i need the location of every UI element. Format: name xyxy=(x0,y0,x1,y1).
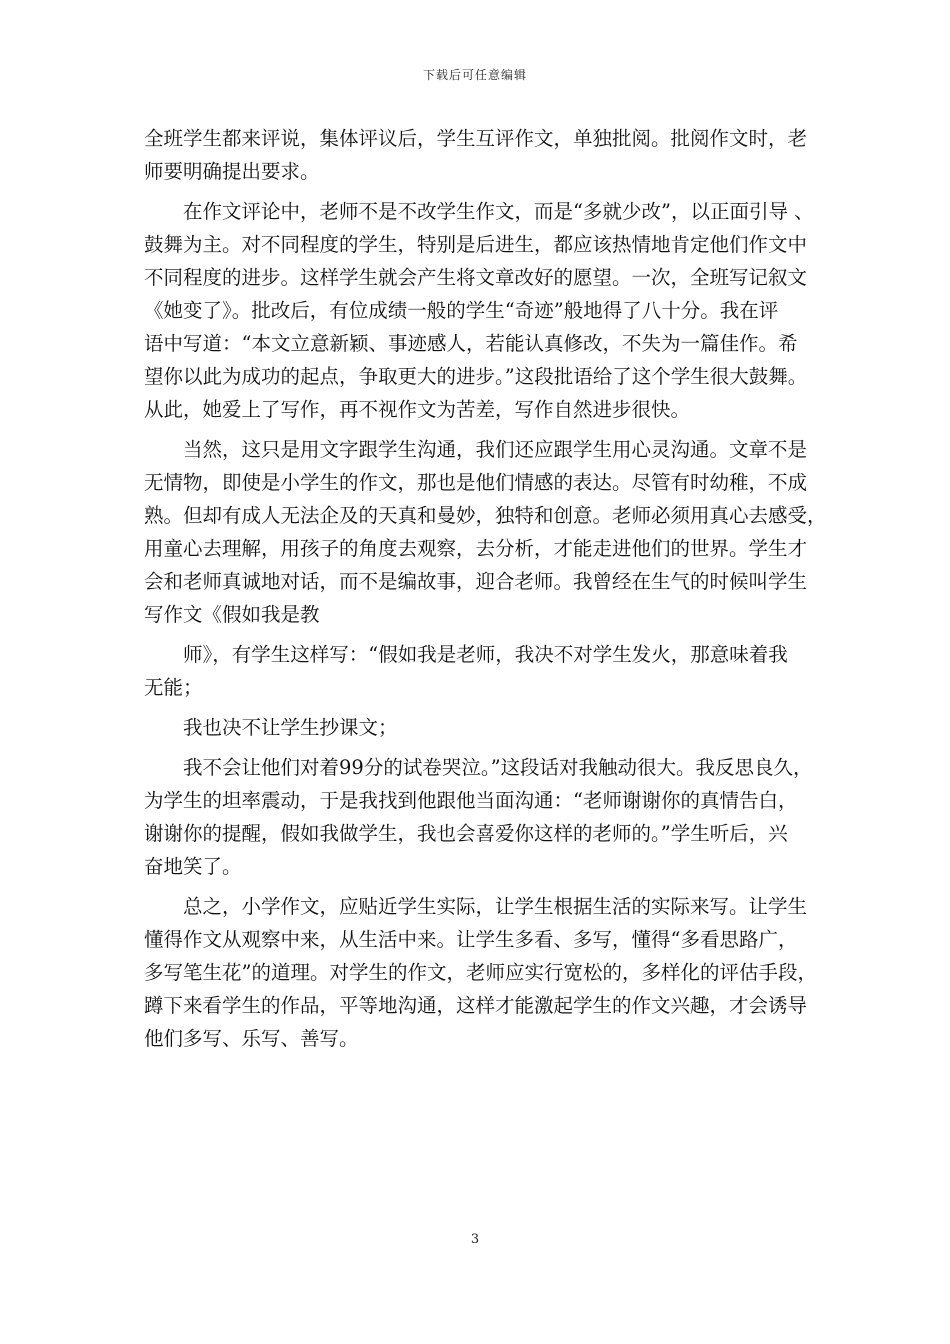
paragraph xyxy=(144,751,813,883)
paragraph xyxy=(144,195,814,426)
text-line: 他们多写、乐写、善写。 xyxy=(144,1027,359,1050)
text-line: 不同程度的进步。这样学生就会产生将文章改好的愿望。一次，全班写记叙文 xyxy=(144,266,808,289)
paragraph xyxy=(144,122,810,188)
text-line: 会和老师真诚地对话，而不是编故事，迎合老师。我曾经在生气的时候叫学生 xyxy=(144,570,808,593)
text-line: 我不会让他们对着99分的试卷哭泣。”这段话对我触动很大。我反思良久， xyxy=(183,756,813,779)
text-line: 总之，小学作文，应贴近学生实际，让学生根据生活的实际来写。让学生 xyxy=(183,895,808,918)
text-line: 师要明确提出要求。 xyxy=(144,160,320,183)
paragraph xyxy=(144,638,810,704)
paragraph xyxy=(144,711,810,744)
text-line: 懂得作文从观察中来，从生活中来。让学生多看、多写，懂得“多看思路广， xyxy=(144,928,798,951)
text-line: 全班学生都来评说，集体评议后，学生互评作文，单独批阅。批阅作文时，老 xyxy=(144,127,808,150)
document-body xyxy=(144,122,827,1055)
text-line: 鼓舞为主。对不同程度的学生，特别是后进生，都应该热情地肯定他们作文中 xyxy=(144,233,808,256)
text-line: 为学生的坦率震动，于是我找到他跟他当面沟通：“老师谢谢你的真情告白， xyxy=(144,789,798,812)
text-line: 望你以此为成功的起点，争取更大的进步。”这段批语给了这个学生很大鼓舞。 xyxy=(144,365,808,388)
text-line: 用童心去理解，用孩子的角度去观察，去分析，才能走进他们的世界。学生才 xyxy=(144,537,808,560)
text-line: 奋地笑了。 xyxy=(144,855,242,878)
text-line: 当然，这只是用文字跟学生沟通，我们还应跟学生用心灵沟通。文章不是 xyxy=(183,438,808,461)
text-line: 谢谢你的提醒，假如我做学生，我也会喜爱你这样的老师的。”学生听后，兴 xyxy=(144,822,788,845)
text-line: 师》，有学生这样写：“假如我是老师，我决不对学生发火，那意味着我 xyxy=(183,643,788,666)
text-line: 多写笔生花”的道理。对学生的作文，老师应实行宽松的，多样化的评估手段， xyxy=(144,961,817,984)
text-line: 熟。但却有成人无法企及的天真和曼妙，独特和创意。老师必须用真心去感受， xyxy=(144,504,827,527)
text-line: 我也决不让学生抄课文； xyxy=(183,716,398,739)
text-line: 蹲下来看学生的作品，平等地沟通，这样才能激起学生的作文兴趣，才会诱导 xyxy=(144,994,808,1017)
page-number: 3 xyxy=(470,1232,480,1247)
text-line: 从此，她爱上了写作，再不视作文为苦差，写作自然进步很快。 xyxy=(144,398,691,421)
text-line: 语中写道：“本文立意新颖、事迹感人，若能认真修改，不失为一篇佳作。希 xyxy=(144,332,798,355)
text-line: 《她变了》。批改后，有位成绩一般的学生“奇迹”般地得了八十分。我在评 xyxy=(144,299,779,322)
paragraph xyxy=(144,890,817,1055)
paragraph xyxy=(144,433,827,631)
page-header: 下载后可任意编辑 xyxy=(422,68,527,82)
text-line: 写作文《假如我是教 xyxy=(144,603,320,626)
text-line: 在作文评论中，老师不是不改学生作文，而是“多就少改”，以正面引导 、 xyxy=(183,200,814,223)
text-line: 无能； xyxy=(144,676,203,699)
text-line: 无情物，即使是小学生的作文，那也是他们情感的表达。尽管有时幼稚，不成 xyxy=(144,471,808,494)
